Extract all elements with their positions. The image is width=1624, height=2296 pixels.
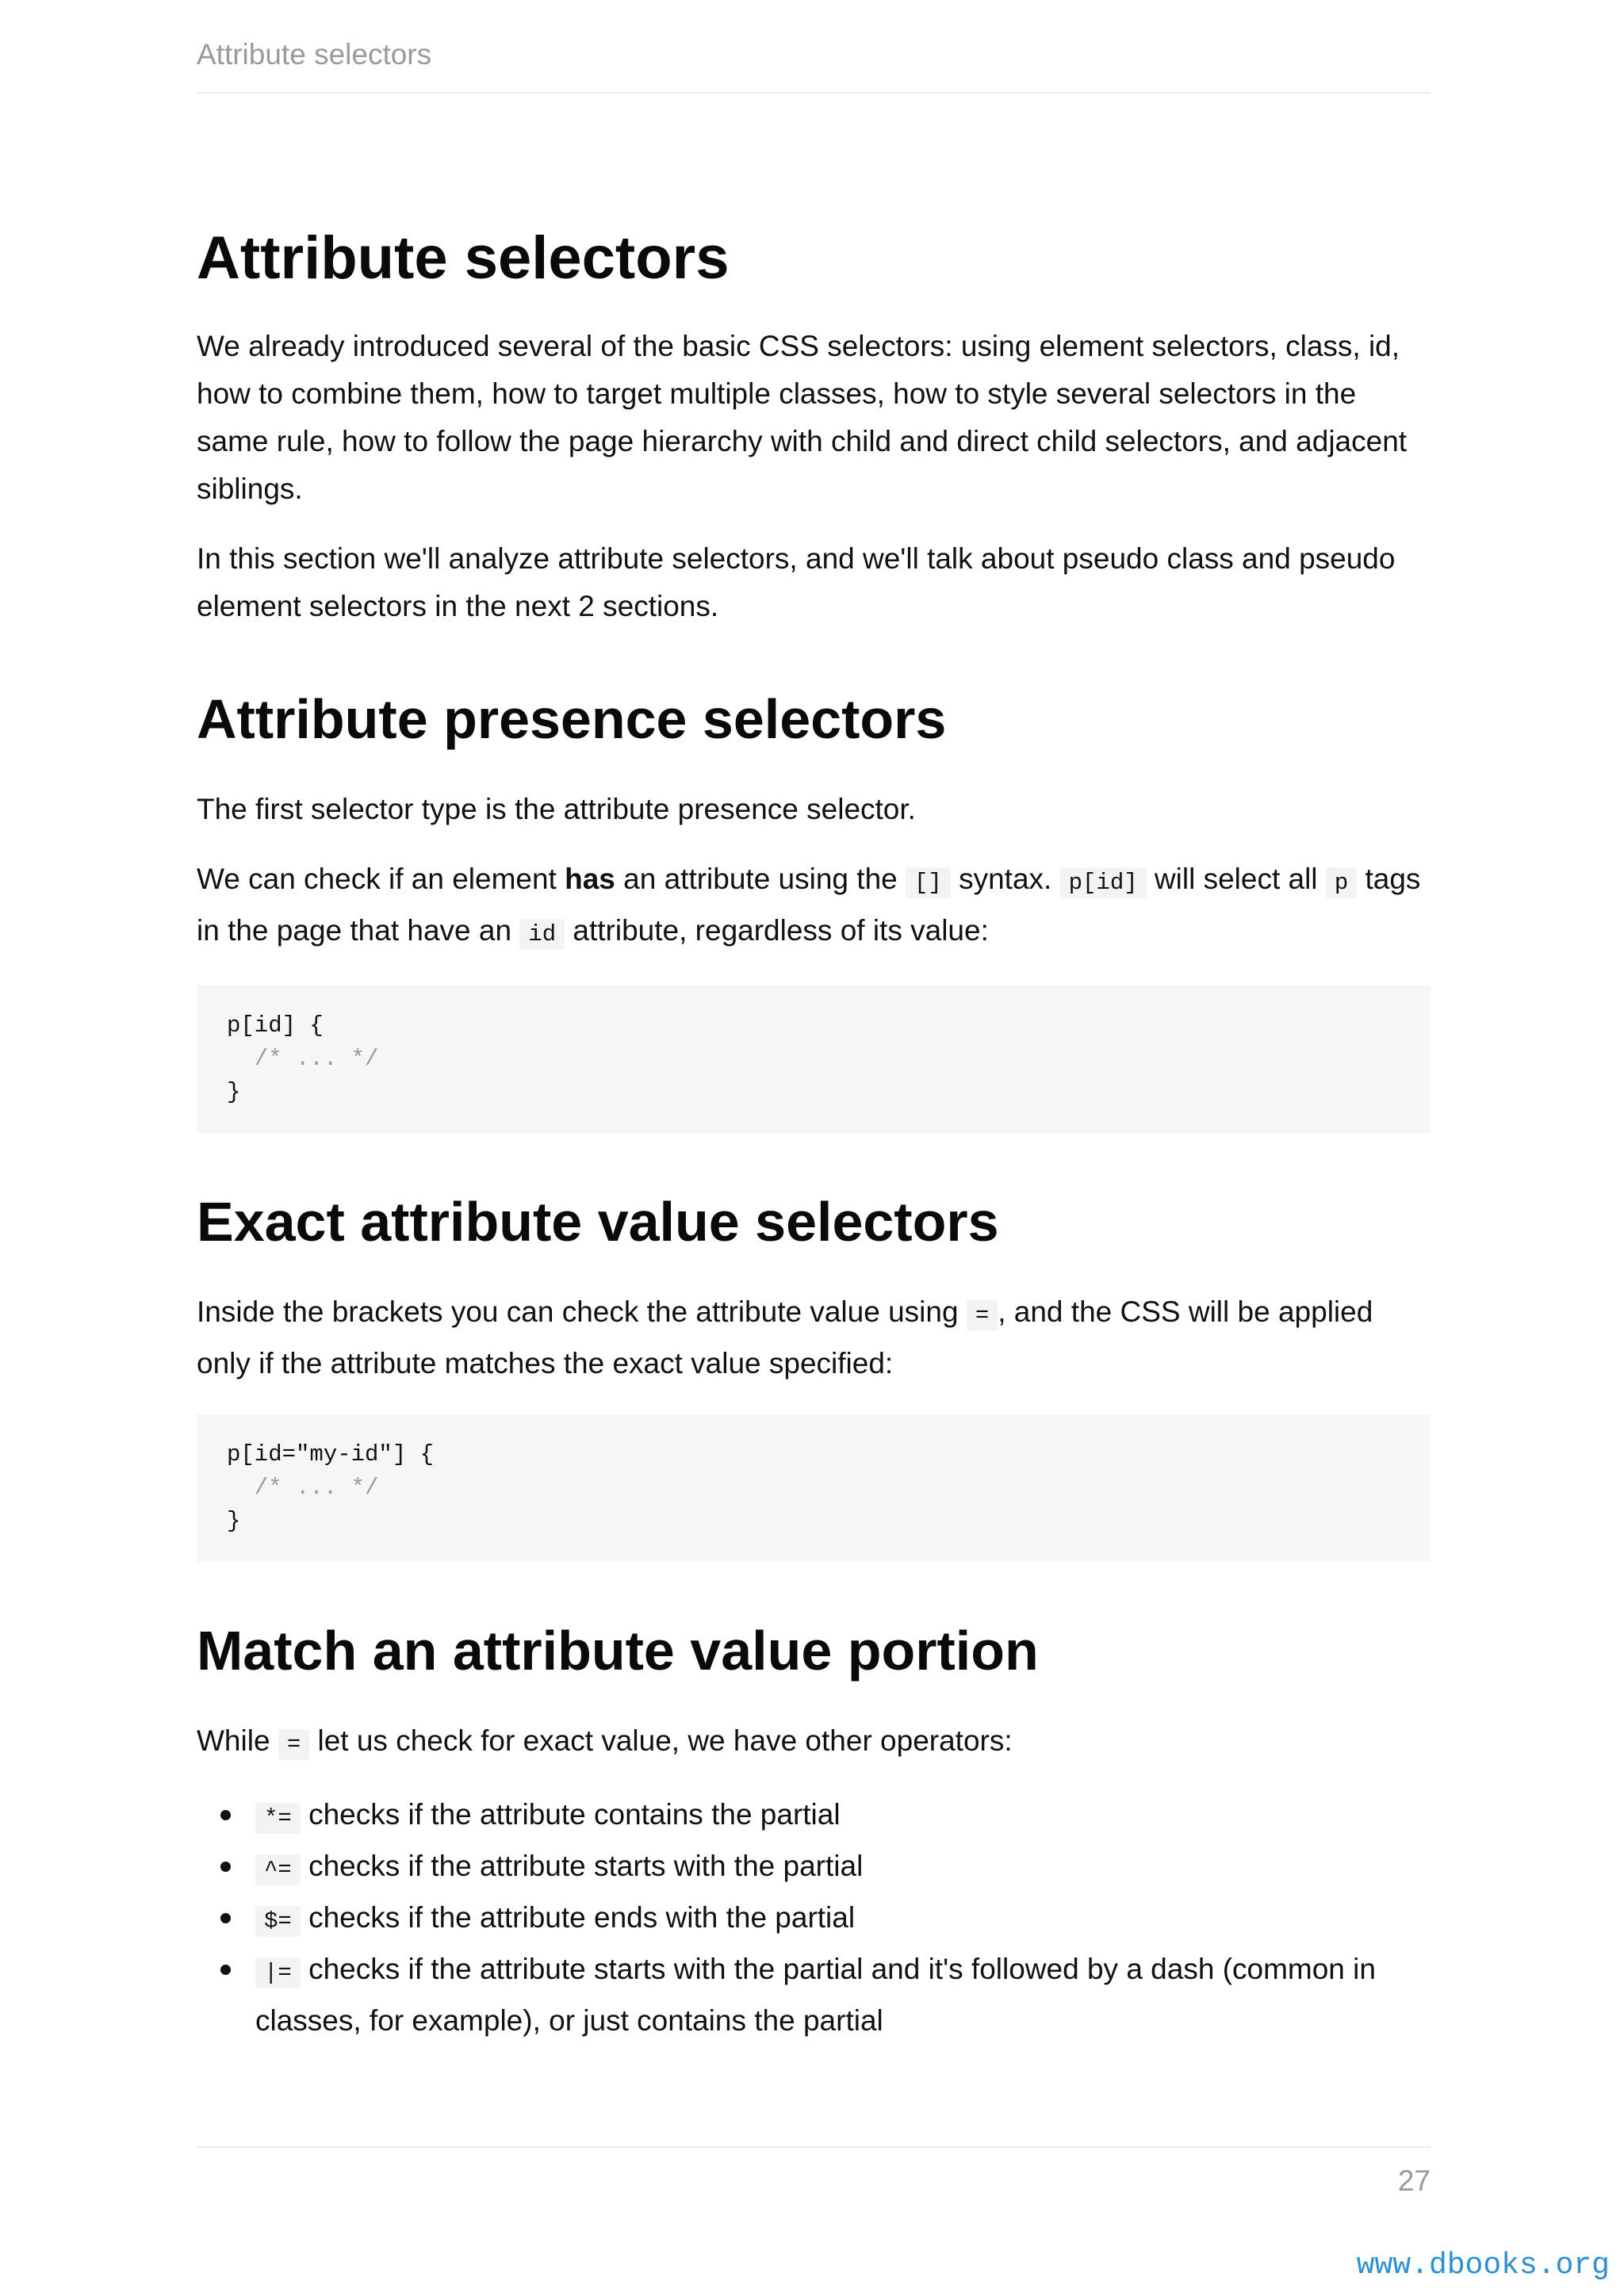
list-item-text: checks if the attribute starts with the partial and it's followed by a dash (common in classes, for example), or just contains the partial bbox=[255, 1953, 1376, 2038]
operator-list bbox=[197, 1791, 1431, 2045]
inline-code: $= bbox=[255, 1906, 301, 1937]
bullet-icon bbox=[220, 1965, 231, 1975]
text-run: While bbox=[197, 1724, 278, 1758]
presence-paragraph-2 bbox=[197, 855, 1431, 959]
code-block bbox=[197, 1414, 1431, 1562]
page-title: Attribute selectors bbox=[197, 224, 730, 292]
text-run: attribute, regardless of its value: bbox=[565, 914, 989, 947]
code-block bbox=[197, 985, 1431, 1133]
list-item-text: checks if the attribute ends with the partial bbox=[300, 1901, 856, 1934]
list-item bbox=[197, 1894, 1431, 1946]
text-run: syntax. bbox=[950, 863, 1060, 896]
bullet-icon bbox=[220, 1862, 231, 1872]
bold-text: has bbox=[565, 863, 615, 896]
section-heading-exact: Exact attribute value selectors bbox=[197, 1191, 999, 1253]
inline-code: p[id] bbox=[1060, 867, 1147, 898]
code-comment: /* ... */ bbox=[227, 1046, 379, 1073]
header-divider bbox=[197, 92, 1431, 94]
intro-paragraph-1: We already introduced several of the basic CSS selectors: using element selectors, class, id, how to combine them, how to target multiple classes, how to style several selectors in the same rule, how to follow the page hierarchy with child and direct child selectors, and adjacent siblings. bbox=[197, 330, 1408, 506]
text-run: tags in the page that have an bbox=[197, 863, 1421, 947]
text-run: will select all bbox=[1146, 863, 1326, 896]
footer-divider bbox=[197, 2146, 1431, 2148]
inline-code: |= bbox=[255, 1957, 301, 1988]
inline-code: = bbox=[278, 1729, 309, 1760]
inline-code: = bbox=[967, 1300, 998, 1331]
section-heading-presence: Attribute presence selectors bbox=[197, 688, 947, 751]
bullet-icon bbox=[220, 1810, 231, 1820]
code-line: p[id] { bbox=[227, 1012, 324, 1039]
portion-paragraph-1 bbox=[197, 1717, 1431, 1769]
running-header: Attribute selectors bbox=[197, 38, 432, 71]
intro-paragraph-2: In this section we'll analyze attribute selectors, and we'll talk about pseudo class and pseudo element selectors in the next 2 sections. bbox=[197, 542, 1396, 623]
list-item-text: checks if the attribute starts with the partial bbox=[300, 1850, 864, 1883]
inline-code: [] bbox=[906, 867, 951, 898]
text-run: let us check for exact value, we have other operators: bbox=[309, 1724, 1013, 1758]
watermark-link[interactable]: www.dbooks.org bbox=[1356, 2248, 1610, 2283]
code-line: } bbox=[227, 1079, 241, 1106]
bullet-icon bbox=[220, 1913, 231, 1923]
text-run: , and the CSS will be applied only if the attribute matches the exact value specified: bbox=[197, 1295, 1373, 1380]
text-run: Inside the brackets you can check the attribute value using bbox=[197, 1295, 967, 1329]
list-item bbox=[197, 1946, 1431, 2045]
page-number: 27 bbox=[1397, 2164, 1431, 2197]
inline-code: p bbox=[1326, 867, 1357, 898]
list-item-text: checks if the attribute contains the partial bbox=[300, 1798, 841, 1831]
section-heading-portion: Match an attribute value portion bbox=[197, 1620, 1039, 1682]
list-item bbox=[197, 1843, 1431, 1894]
inline-code: id bbox=[519, 919, 565, 950]
presence-paragraph-1: The first selector type is the attribute presence selector. bbox=[197, 793, 916, 826]
text-run: We can check if an element bbox=[197, 863, 565, 896]
page-content bbox=[197, 222, 1431, 2045]
inline-code: *= bbox=[255, 1803, 301, 1834]
exact-paragraph-1 bbox=[197, 1288, 1431, 1387]
code-comment: /* ... */ bbox=[227, 1475, 379, 1502]
code-line: p[id="my-id"] { bbox=[227, 1441, 435, 1468]
inline-code: ^= bbox=[255, 1854, 301, 1885]
code-line: } bbox=[227, 1508, 241, 1535]
text-run: an attribute using the bbox=[615, 863, 906, 896]
list-item bbox=[197, 1791, 1431, 1843]
